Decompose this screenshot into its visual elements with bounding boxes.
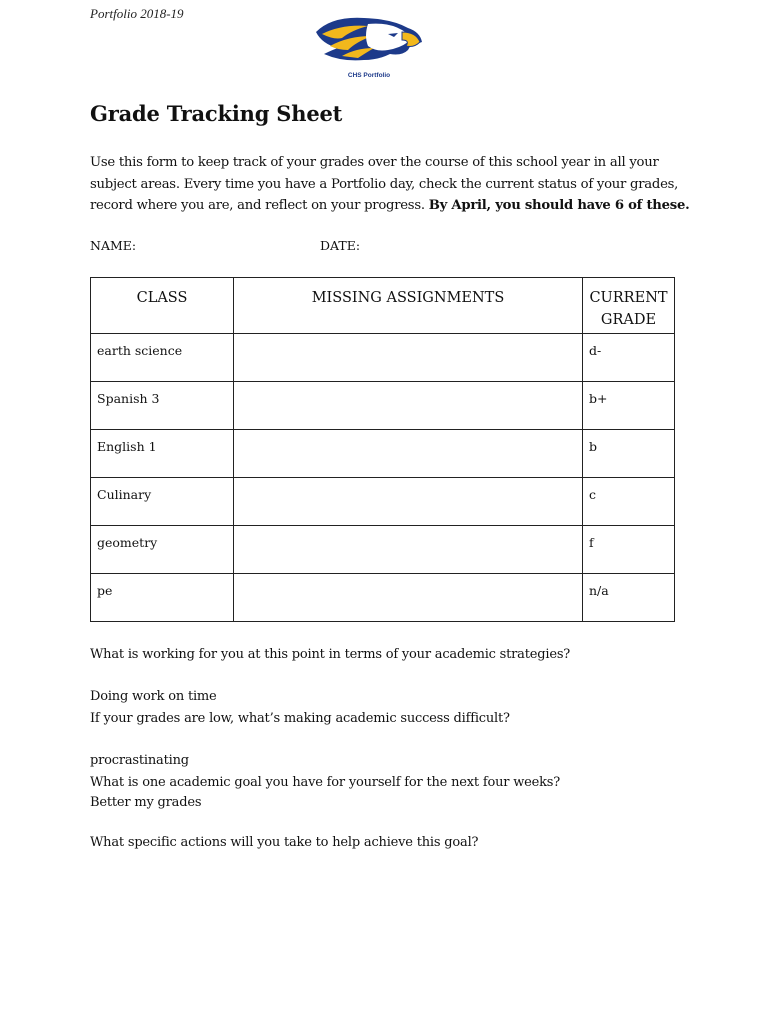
grade-cell: d-: [583, 334, 675, 382]
portfolio-year-note: Portfolio 2018-19: [90, 6, 184, 21]
date-field-label: DATE:: [320, 238, 361, 253]
grade-cell: b: [583, 430, 675, 478]
reflection-answer-difficulty: procrastinating: [90, 753, 189, 768]
missing-assignments-cell[interactable]: [234, 334, 583, 382]
class-cell: English 1: [91, 430, 234, 478]
class-cell: geometry: [91, 526, 234, 574]
column-header-missing: MISSING ASSIGNMENTS: [234, 278, 583, 334]
class-cell: pe: [91, 574, 234, 622]
missing-assignments-cell[interactable]: [234, 478, 583, 526]
grade-cell: b+: [583, 382, 675, 430]
reflection-question-actions: What specific actions will you take to help achieve this goal?: [90, 835, 479, 850]
class-cell: earth science: [91, 334, 234, 382]
table-row: [91, 574, 675, 622]
class-cell: Spanish 3: [91, 382, 234, 430]
table-row: [91, 478, 675, 526]
table-row: [91, 334, 675, 382]
table-row: [91, 382, 675, 430]
missing-assignments-cell[interactable]: [234, 574, 583, 622]
eagle-icon: [312, 10, 426, 72]
reflection-question-strategies: What is working for you at this point in terms of your academic strategies?: [90, 647, 571, 662]
table-header-row: [91, 278, 675, 334]
instructions-deadline: By April, you should have 6 of these.: [428, 198, 690, 213]
grade-cell: f: [583, 526, 675, 574]
class-cell: Culinary: [91, 478, 234, 526]
name-field-label: NAME:: [90, 238, 137, 253]
column-header-class: CLASS: [91, 278, 234, 334]
table-row: [91, 430, 675, 478]
page-title: Grade Tracking Sheet: [90, 101, 343, 126]
grade-cell: c: [583, 478, 675, 526]
missing-assignments-cell[interactable]: [234, 382, 583, 430]
grade-table: [90, 277, 675, 622]
reflection-question-goal: What is one academic goal you have for yourself for the next four weeks?: [90, 775, 561, 790]
reflection-answer-strategies: Doing work on time: [90, 689, 217, 704]
school-eagle-logo: [312, 10, 426, 86]
logo-caption: CHS Portfolio: [347, 72, 391, 79]
instructions-text: Use this form to keep track of your grades over the course of this school year in all your subject areas. Every time you have a Portfolio day, check the current status of your grades, record where you are, and reflect on your progress.: [90, 155, 679, 213]
column-header-grade: CURRENT GRADE: [583, 278, 675, 334]
missing-assignments-cell[interactable]: [234, 430, 583, 478]
table-row: [91, 526, 675, 574]
reflection-answer-goal: Better my grades: [90, 795, 202, 810]
missing-assignments-cell[interactable]: [234, 526, 583, 574]
instructions-paragraph: [90, 152, 690, 217]
grade-cell: n/a: [583, 574, 675, 622]
reflection-question-difficulty: If your grades are low, what’s making academic success difficult?: [90, 711, 510, 726]
